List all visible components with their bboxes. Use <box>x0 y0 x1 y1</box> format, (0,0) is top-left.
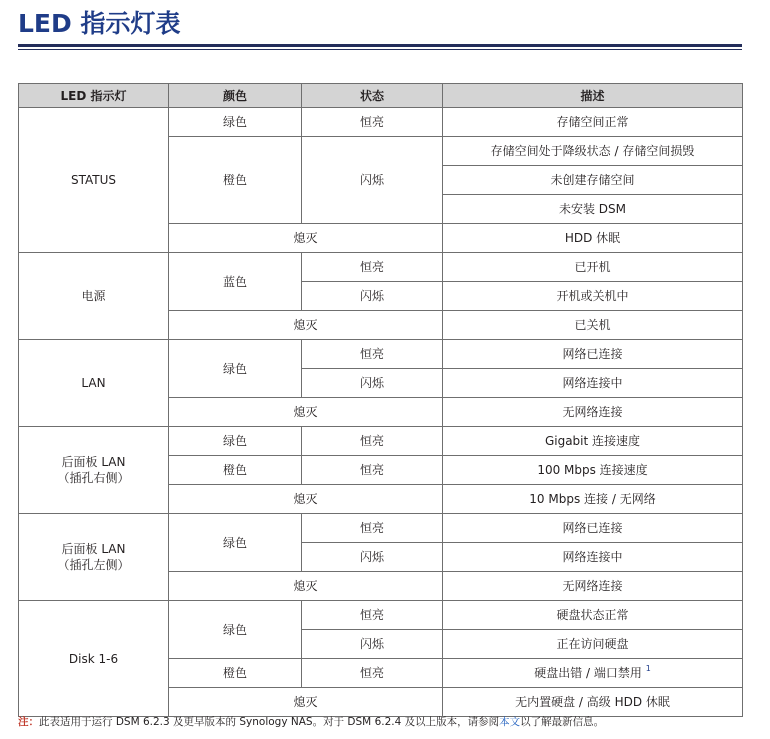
off-cell: 熄灭 <box>169 485 443 514</box>
desc-cell: 未安装 DSM <box>443 195 743 224</box>
footnote-mark: 注： <box>18 716 39 728</box>
desc-cell: 已关机 <box>443 311 743 340</box>
state-cell: 恒亮 <box>302 427 443 456</box>
led-table <box>18 83 743 717</box>
led-name-line1: 后面板 LAN <box>61 542 126 556</box>
desc-cell: Gigabit 连接速度 <box>443 427 743 456</box>
desc-cell: 硬盘状态正常 <box>443 601 743 630</box>
state-cell: 恒亮 <box>302 108 443 137</box>
table-row <box>19 601 743 630</box>
led-name-line2: （插孔左侧） <box>57 558 130 572</box>
state-cell: 闪烁 <box>302 543 443 572</box>
desc-cell: 10 Mbps 连接 / 无网络 <box>443 485 743 514</box>
desc-cell: 已开机 <box>443 253 743 282</box>
led-name-line1: 后面板 LAN <box>61 455 126 469</box>
desc-cell: 存储空间处于降级状态 / 存储空间损毁 <box>443 137 743 166</box>
state-cell: 恒亮 <box>302 659 443 688</box>
state-cell: 恒亮 <box>302 253 443 282</box>
off-cell: 熄灭 <box>169 311 443 340</box>
desc-cell: 无网络连接 <box>443 572 743 601</box>
off-cell: 熄灭 <box>169 398 443 427</box>
desc-cell: 网络已连接 <box>443 514 743 543</box>
state-cell: 闪烁 <box>302 282 443 311</box>
footnote-ref[interactable]: 1 <box>645 664 651 673</box>
state-cell: 闪烁 <box>302 369 443 398</box>
led-name-line2: （插孔右侧） <box>57 471 130 485</box>
state-cell: 恒亮 <box>302 601 443 630</box>
off-cell: 熄灭 <box>169 572 443 601</box>
header-led: LED 指示灯 <box>19 84 169 108</box>
color-cell: 橙色 <box>169 659 302 688</box>
off-cell: 熄灭 <box>169 224 443 253</box>
footnote <box>18 714 604 729</box>
desc-cell: 无内置硬盘 / 高级 HDD 休眠 <box>443 688 743 717</box>
state-cell: 恒亮 <box>302 340 443 369</box>
desc-cell: 正在访问硬盘 <box>443 630 743 659</box>
desc-text: 硬盘出错 / 端口禁用 <box>534 666 642 680</box>
off-cell: 熄灭 <box>169 688 443 717</box>
led-name-cell <box>19 514 169 601</box>
color-cell: 蓝色 <box>169 253 302 311</box>
color-cell: 橙色 <box>169 137 302 224</box>
desc-cell: 无网络连接 <box>443 398 743 427</box>
table-header-row <box>19 84 743 108</box>
led-name-cell: STATUS <box>19 108 169 253</box>
table-row <box>19 514 743 543</box>
led-name-cell: LAN <box>19 340 169 427</box>
color-cell: 橙色 <box>169 456 302 485</box>
desc-cell: 存储空间正常 <box>443 108 743 137</box>
page-title: LED 指示灯表 <box>18 9 181 38</box>
table-row <box>19 340 743 369</box>
desc-cell: 网络已连接 <box>443 340 743 369</box>
color-cell: 绿色 <box>169 340 302 398</box>
table-row <box>19 427 743 456</box>
table-row <box>19 253 743 282</box>
header-color: 颜色 <box>169 84 302 108</box>
footnote-text: 此表适用于运行 DSM 6.2.3 及更早版本的 Synology NAS。对于 DSM 6.2.4 及以上版本，请参阅 <box>39 716 500 728</box>
title-rule-thin <box>18 49 742 50</box>
desc-cell: 未创建存储空间 <box>443 166 743 195</box>
color-cell: 绿色 <box>169 601 302 659</box>
desc-cell: 开机或关机中 <box>443 282 743 311</box>
color-cell: 绿色 <box>169 427 302 456</box>
desc-cell: HDD 休眠 <box>443 224 743 253</box>
color-cell: 绿色 <box>169 108 302 137</box>
led-name-cell <box>19 427 169 514</box>
state-cell: 恒亮 <box>302 514 443 543</box>
led-name-cell: Disk 1-6 <box>19 601 169 717</box>
footnote-text-end: 以了解最新信息。 <box>520 716 605 728</box>
desc-cell: 100 Mbps 连接速度 <box>443 456 743 485</box>
header-state: 状态 <box>302 84 443 108</box>
table-row <box>19 108 743 137</box>
state-cell: 闪烁 <box>302 630 443 659</box>
desc-cell: 网络连接中 <box>443 369 743 398</box>
footnote-link[interactable]: 本文 <box>499 716 521 728</box>
title-rule <box>18 44 742 47</box>
header-desc: 描述 <box>443 84 743 108</box>
color-cell: 绿色 <box>169 514 302 572</box>
state-cell: 闪烁 <box>302 137 443 224</box>
desc-cell <box>443 659 743 688</box>
desc-cell: 网络连接中 <box>443 543 743 572</box>
led-name-cell: 电源 <box>19 253 169 340</box>
state-cell: 恒亮 <box>302 456 443 485</box>
